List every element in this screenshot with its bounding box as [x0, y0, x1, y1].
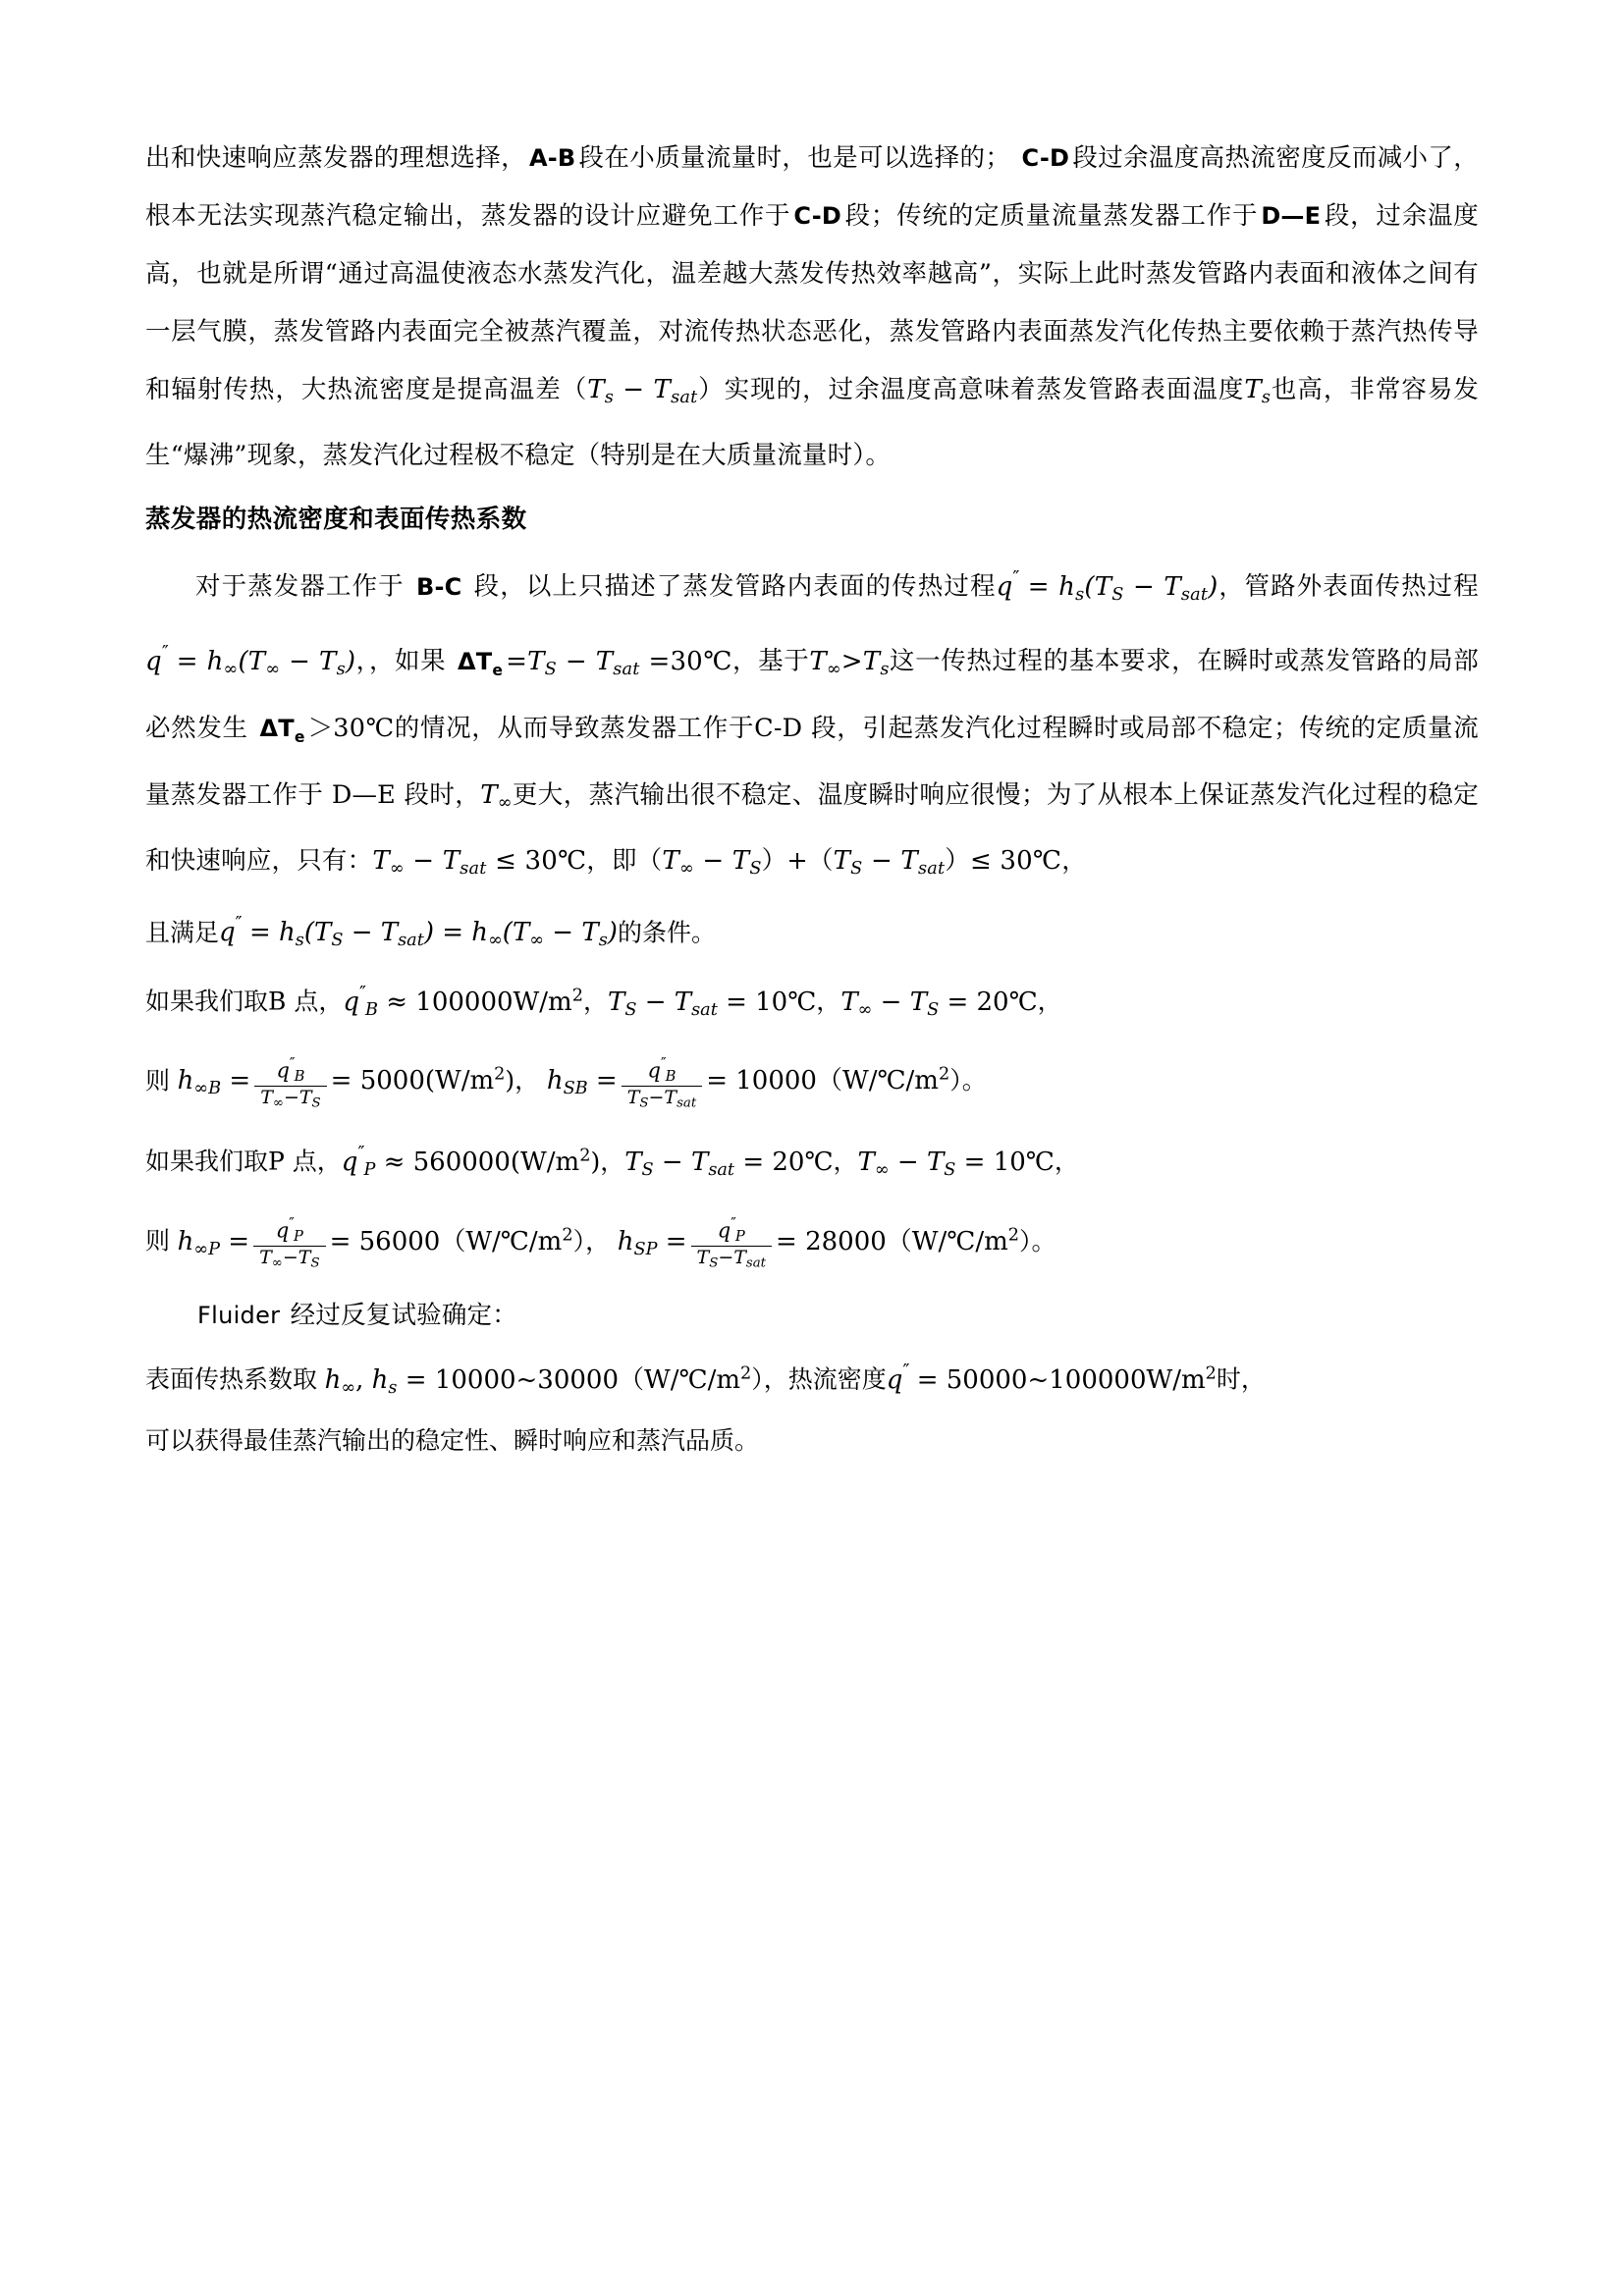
formula-b-ts-tsat: $T_S - T_{sat}$ = 10℃: [607, 987, 817, 1020]
segment-ab-label: A-B: [528, 144, 576, 172]
formula-p-ts-tsat: $T_S - T_{sat}$ = 20℃: [624, 1147, 834, 1180]
paragraph-bc-analysis: [145, 549, 1479, 898]
fraction-qp-over-ts-tsat: $\frac{q''_P}{T_S-T_{sat}}$: [691, 1216, 773, 1270]
conclusion-lead: 表面传热系数取: [145, 1365, 318, 1395]
formula-tinf-tsat-le30: $T_\infty - T_{sat}$ ≤ 30℃: [372, 845, 587, 879]
line6-part-b: ）实现的，过余温度高意味着蒸发管: [697, 375, 1114, 404]
sep-p-2: ，: [833, 1147, 858, 1176]
line-point-b-result: [145, 1037, 1479, 1128]
line5: 管路内表面完全被蒸汽覆盖，对流传热状态恶化，蒸发管路内表面蒸发汽化传热主要依赖于蒸: [324, 317, 1377, 347]
formula-hinfb: $h_{\infty B}$ = $\frac{q''_B}{T_\infty-T_S}$ = $5000(W/m^2)$，: [177, 1054, 540, 1110]
section-heading: 蒸发器的热流密度和表面传热系数: [145, 504, 527, 534]
symbol-delta-te-2: $\Delta T_e$: [259, 714, 305, 746]
point-b-lead: 如果我们取B 点，: [145, 987, 344, 1016]
bc-l2-b: ，，如果: [355, 647, 447, 677]
line-condition: [145, 898, 1479, 968]
line6-part-a: 汽热传导和辐射传热，大热流密度是提高温差（: [145, 317, 1480, 404]
formula-hsp: $h_{SP}$ = $\frac{q''_P}{T_S-T_{sat}}$ = $28000(W/℃/m^2)$。: [617, 1214, 1056, 1271]
fluider-text: 经过反复试验确定：: [290, 1301, 517, 1331]
bc-l1-a: 对于蒸发器工作于: [195, 571, 405, 602]
bc-l4-b: 更: [512, 779, 538, 810]
bc-l3-b: ＞30℃的情况，从而导致蒸发器工作于: [307, 713, 755, 743]
bc-l5: 大，蒸汽输出很不稳定、温度瞬时响应很慢；为了从根本上保证蒸发汽化过程的稳定和快速响: [145, 779, 1480, 876]
conclusion-mid: ），热流密度: [751, 1365, 887, 1395]
bc-l2-c: ，基于: [732, 647, 810, 677]
segment-bc-label: B-C: [415, 572, 462, 601]
segment-cd-label-1: C-D: [1021, 144, 1070, 172]
line3-part-b: 段，过余温度高，也就是所谓“通过高温使液态水蒸发汽: [145, 201, 1479, 289]
bc-l2-a: 管路外表面传热过程: [1244, 571, 1479, 602]
paragraph-continued: [145, 130, 1479, 485]
fraction-qb-over-ts-tsat: $\frac{q''_B}{T_S-T_{sat}}$: [622, 1056, 703, 1110]
conclusion-tail: 时，: [1216, 1365, 1266, 1395]
formula-condition: $q'' = h_s(T_S - T_{sat}) = h_\infty(T_\infty - T_s)$: [219, 913, 618, 951]
bc-l6-b: ，即（: [586, 845, 663, 876]
formula-dte-30: $=T_S - T_{sat}$ =30℃: [506, 647, 733, 679]
line1-part-c: 段过余温度: [1072, 143, 1200, 173]
formula-ts-tsat: $T_S - T_{sat}$: [833, 845, 946, 879]
formula-tinf-ts: $T_\infty - T_S$: [662, 845, 762, 879]
formula-tinf-gt-ts: $T_\infty>T_s$: [809, 647, 890, 679]
formula-ts-minus-tsat: $T_s - T_{sat}$: [587, 375, 698, 407]
formula-q-range: $q'' = 50000\sim 100000W/m^2$: [886, 1361, 1217, 1396]
symbol-tinf: $T_\infty$: [480, 779, 513, 813]
bc-l2-d: 这一传热过: [889, 647, 1018, 677]
formula-q-hs: $q'' = h_s(T_S - T_{sat})$，: [996, 566, 1245, 605]
line-point-p-given: [145, 1127, 1479, 1197]
then-p: 则: [145, 1226, 171, 1255]
segment-de-label-1: D—E: [1261, 202, 1322, 230]
sep-p-3: ，: [1054, 1147, 1079, 1176]
then-b: 则: [145, 1066, 171, 1095]
bc-l6-d: ）: [945, 845, 970, 876]
line7-part-b: 也高，非常容易发生“爆沸”现象，蒸发汽化过程极不稳定（特别是在大质量流: [145, 375, 1479, 470]
formula-q-hinf: $q'' = h_\infty(T_\infty - T_s)$: [145, 642, 356, 679]
bc-l6-e: ，: [1061, 845, 1087, 876]
bc-l6-a: 应，只有：: [245, 845, 373, 876]
bc-l4-a: C-D 段，引起蒸发汽化过程瞬时或局部不稳定；传统的定质量流量蒸发器工作于 D—E 段时，: [145, 713, 1479, 810]
formula-h-range: $h_\infty$, $h_s$ = $10000\sim 30000(W/℃/m^2$: [324, 1363, 752, 1398]
fraction-qb-over-tinf-ts: $\frac{q''_B}{T_\infty-T_S}$: [254, 1056, 326, 1110]
formula-hsb: $h_{SB}$ = $\frac{q''_B}{T_S-T_{sat}}$ = $10000(W/℃/m^2)$。: [546, 1054, 987, 1110]
line8: 量时）。: [801, 440, 892, 470]
bc-l6-c: ）+（: [761, 845, 834, 876]
formula-p-tinf-ts: $T_\infty - T_S$ = 10℃: [857, 1147, 1055, 1180]
line1-part-a: 出和快速响应蒸发器的理想选择，: [145, 143, 526, 173]
formula-b-tinf-ts: $T_\infty - T_S$ = 20℃: [840, 987, 1038, 1020]
conclusion-line2: 可以获得最佳蒸汽输出的稳定性、瞬时响应和蒸汽品质。: [145, 1425, 760, 1455]
line-conclusion-2: [145, 1415, 1479, 1468]
line7-part-a: 路表面温度: [1113, 375, 1245, 404]
line2-part-b: 段；传: [844, 201, 923, 231]
symbol-delta-te-1: $\Delta T_e$: [457, 648, 504, 679]
fraction-qp-over-tinf-ts: $\frac{q''_P}{T_\infty-T_S}$: [253, 1216, 325, 1270]
line-point-p-result: [145, 1197, 1479, 1288]
sep-b-3: ，: [1037, 987, 1062, 1016]
formula-hinfp: $h_{\infty P}$ = $\frac{q''_P}{T_\infty-T_S}$ = $56000(W/℃/m^2)$，: [177, 1214, 611, 1271]
line3-part-a: 统的定质量流量蒸发器工作于: [922, 201, 1259, 231]
bc-l1-b: 段，以上只描述了蒸发管路内表面的传热过程: [473, 571, 997, 602]
formula-qb-given: $q''_B \approx 100000W/m^2$: [343, 983, 583, 1020]
bc-l3-a: 程的基本要求，在瞬时或蒸发管路的局部必然发生: [145, 647, 1479, 743]
point-p-lead: 如果我们取P 点，: [145, 1147, 342, 1176]
symbol-ts-surface: $T_s$: [1244, 375, 1272, 407]
condition-lead: 且满足: [145, 918, 220, 947]
formula-qp-given: $q''_P \approx 560000(W/m^2)$，: [341, 1143, 625, 1180]
document-body: [145, 130, 1479, 1468]
line-point-b-given: [145, 967, 1479, 1037]
line1-part-b: 段在小质量流量时，也是可以选择的；: [578, 143, 1011, 173]
condition-tail: 的条件。: [617, 918, 716, 947]
sep-b-1: ，: [582, 987, 608, 1016]
segment-cd-label-2: C-D: [793, 202, 841, 230]
formula-le-30: ≤ 30℃: [969, 845, 1062, 876]
brand-fluider: Fluider: [197, 1302, 281, 1330]
line2-part-a: 高热流密度反而减小了，根本无法实现蒸汽稳定输出，蒸发器的设计应避免工作于: [145, 143, 1479, 231]
line-fluider: [145, 1287, 1479, 1345]
line4: 化，温差越大蒸发传热效率越高”，实际上此时蒸发管路内表面和液体之间有一层气膜，蒸发: [145, 259, 1479, 347]
line-conclusion-1: [145, 1345, 1479, 1415]
sep-b-2: ，: [816, 987, 841, 1016]
